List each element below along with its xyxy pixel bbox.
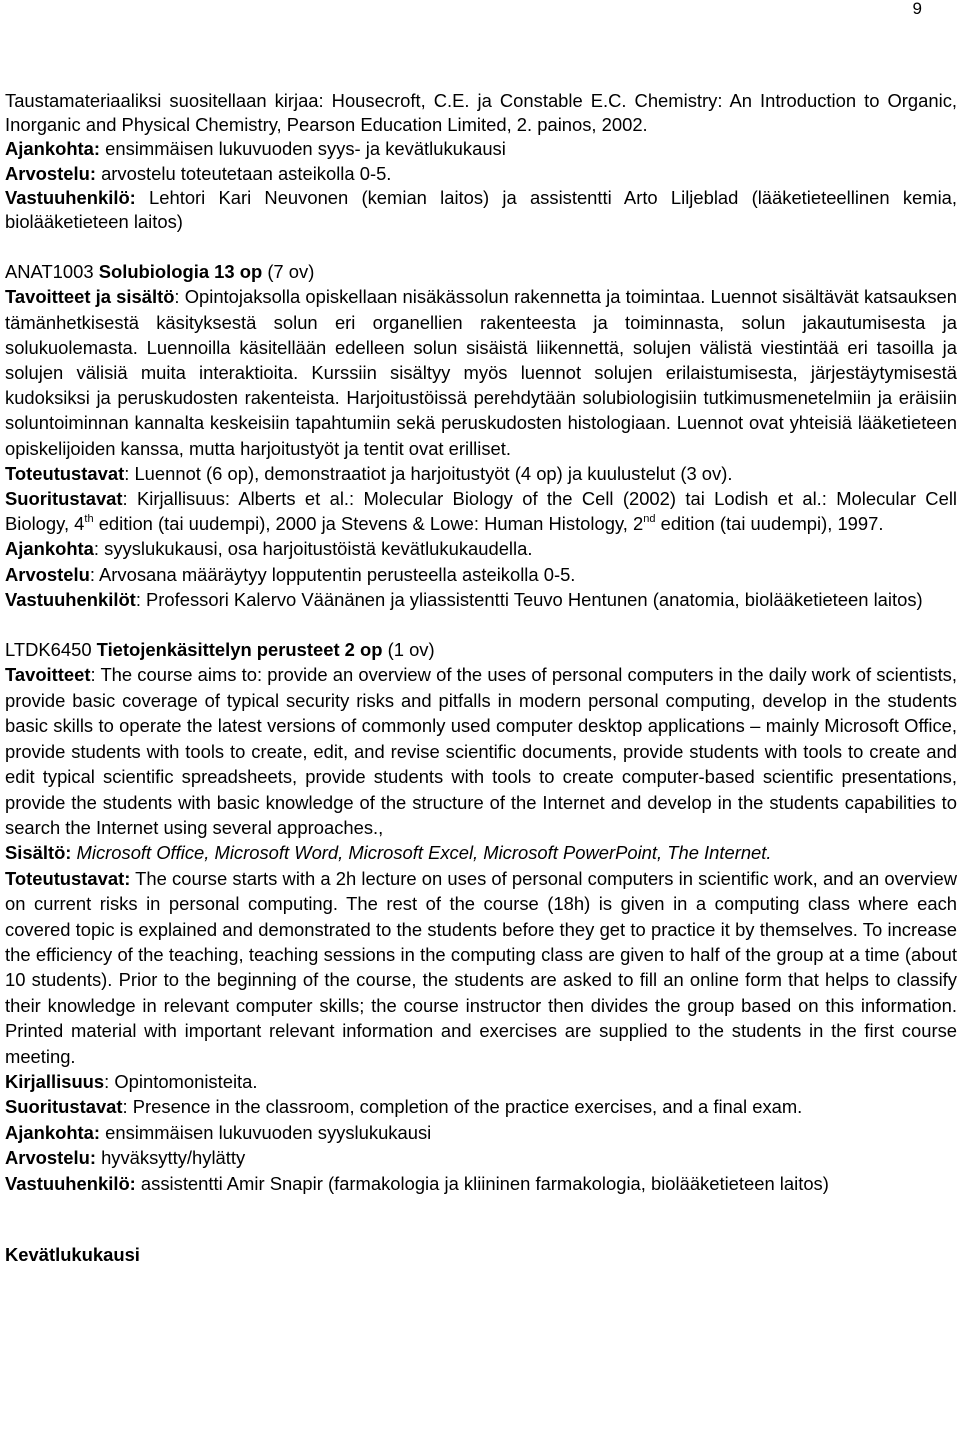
chem-ajankohta (5, 137, 957, 161)
arvostelu-label: Arvostelu: (5, 162, 96, 184)
section-spacer (5, 612, 957, 637)
arvostelu-label: Arvostelu: (5, 1147, 96, 1169)
next-section-heading (5, 1242, 957, 1267)
anat1003-vastuuhenkilot (5, 587, 957, 612)
course-ov: (7 ov) (262, 261, 315, 283)
anat1003-heading (5, 259, 957, 284)
toteutus-label: Toteutustavat: (5, 867, 131, 889)
ajankohta-value: ensimmäisen lukuvuoden syys- ja kevätlukukausi (100, 138, 506, 160)
anat1003-ajankohta (5, 536, 957, 561)
superscript-nd: nd (643, 513, 656, 526)
ltdk6450-vastuuhenkilo (5, 1171, 957, 1196)
suoritus-value: : Presence in the classroom, completion of the practice exercises, and a final exam. (122, 1096, 803, 1118)
sisalto-label: Sisältö: (5, 842, 72, 864)
superscript-th: th (84, 513, 94, 526)
ajankohta-value: ensimmäisen lukuvuoden syyslukukausi (100, 1121, 432, 1143)
document-body (5, 89, 957, 1267)
section-spacer (5, 1196, 957, 1242)
anat1003-arvostelu (5, 562, 957, 587)
chem-vastuuhenkilo (5, 186, 957, 234)
arvostelu-value: hyväksytty/hylätty (95, 1147, 246, 1169)
tavoitteet-value: : Opintojaksolla opiskellaan nisäkässolun rakennetta ja toimintaa. Luennot sisältävät katsauksen tämänhetkisestä käsityksestä solun eri organellien rakenteesta ja toiminnasta, solun jakautumisesta ja solukuolemasta. Luennoilla käsitellään edelleen solun sisäistä liikennettä, solujen välistä viestintää eri tasoilla ja solujen välisiä muita interaktioita. Kurssiin sisältyy myös luennot solujen erilaistumisesta, järjestäytymisestä kudoksiksi ja peruskudosten rakenteista. Harjoitustöissä perehdytään solubiologisiin tutkimusmenetelmiin ja eräisiin soluntoiminnan kannalta keskeisiin tapahtumiin sekä peruskudosten histologiaan. Luennot ovat yhteisiä lääketieteen opiskelijoiden kanssa, mutta harjoitustyöt ja tentit ovat erilliset. (5, 286, 957, 459)
suoritus-value-2: edition (tai uudempi), 2000 ja Stevens & Lowe: Human Histology, 2 (93, 513, 644, 535)
vastuu-label: Vastuuhenkilöt (5, 588, 136, 610)
ajankohta-label: Ajankohta: (5, 138, 101, 160)
kevatlukukausi-heading: Kevätlukukausi (5, 1244, 140, 1265)
ajankohta-value: : syyslukukausi, osa harjoitustöistä kevätlukukaudella. (93, 538, 533, 560)
ltdk6450-arvostelu (5, 1145, 957, 1170)
section-spacer (5, 234, 957, 259)
anat1003-suoritustavat (5, 486, 957, 536)
textbook-text: Taustamateriaaliksi suositellaan kirjaa: Housecroft, C.E. ja Constable E.C. Chemistry: An Introduction to Organic, Inorganic and Physical Chemistry, Pearson Education Limited, 2. painos, 2002. (5, 90, 957, 136)
vastuu-value: Lehtori Kari Neuvonen (kemian laitos) ja assistentti Arto Liljeblad (lääketieteellinen kemia, biolääketieteen laitos) (5, 186, 957, 233)
vastuu-label: Vastuuhenkilö: (5, 1172, 136, 1194)
suoritus-label: Suoritustavat (5, 488, 123, 510)
kirjallisuus-label: Kirjallisuus (5, 1070, 105, 1092)
ajankohta-label: Ajankohta (5, 538, 94, 560)
toteutus-label: Toteutustavat (5, 462, 125, 484)
arvostelu-value: : Arvosana määräytyy lopputentin perusteella asteikolla 0-5. (89, 563, 576, 585)
ltdk6450-sisalto (5, 840, 957, 865)
arvostelu-value: arvostelu toteutetaan asteikolla 0-5. (95, 162, 392, 184)
course-ov: (1 ov) (382, 639, 435, 661)
textbook-recommendation (5, 89, 957, 137)
suoritus-value-1: : Kirjallisuus: Alberts et al.: Molecular Biology of the Cell (2002) tai Lodish et al.: Molecular Cell Biology, 4 (5, 488, 957, 535)
ltdk6450-kirjallisuus (5, 1069, 957, 1094)
kirjallisuus-value: : Opintomonisteita. (104, 1070, 258, 1092)
suoritus-label: Suoritustavat (5, 1096, 123, 1118)
toteutus-value: The course starts with a 2h lecture on uses of personal computers in scientific work, and an overview on current risks in personal computing. The rest of the course (18h) is given in a computing class where each covered topic is explained and demonstrated to the students before they get to practice it by themselves. To increase the efficiency of the teaching, teaching sessions in the computing class are given to half of the group at a time (about 10 students). Prior to the beginning of the course, the students are asked to fill an online form that helps to classify their knowledge in relevant computer skills; the course instructor then divides the group based on this information. Printed material with important relevant information and exercises are supplied to the students in the first course meeting. (5, 867, 957, 1067)
vastuu-value: : Professori Kalervo Väänänen ja yliassistentti Teuvo Hentunen (anatomia, biolääketieteen laitos) (135, 588, 923, 610)
arvostelu-label: Arvostelu (5, 563, 90, 585)
vastuu-value: assistentti Amir Snapir (farmakologia ja kliininen farmakologia, biolääketieteen laitos) (135, 1172, 829, 1194)
course-code: LTDK6450 (5, 639, 97, 661)
ltdk6450-tavoitteet (5, 662, 957, 840)
ltdk6450-toteutustavat (5, 866, 957, 1069)
course-title: Solubiologia 13 op (98, 261, 263, 283)
anat1003-tavoitteet (5, 284, 957, 460)
ltdk6450-suoritustavat (5, 1094, 957, 1119)
tavoitteet-value: : The course aims to: provide an overview of the uses of personal computers in the daily work of scientists, provide basic coverage of typical security risks and pitfalls in modern personal computing, develop in the students basic skills to operate the latest versions of commonly used computer desktop applications – mainly Microsoft Office, provide students with tools to create, edit, and revise scientific documents, provide students with tools to create and edit typical scientific spreadsheets, provide students with tools to create computer-based scientific presentations, provide the students with basic knowledge of the structure of the Internet and develop in the students capabilities to search the Internet using several approaches., (5, 664, 957, 838)
ajankohta-label: Ajankohta: (5, 1121, 101, 1143)
course-code: ANAT1003 (5, 261, 99, 283)
page-number: 9 (912, 0, 922, 18)
ltdk6450-heading (5, 637, 957, 662)
tavoitteet-label: Tavoitteet ja sisältö (5, 286, 175, 308)
vastuu-label: Vastuuhenkilö: (5, 186, 136, 208)
ltdk6450-ajankohta (5, 1120, 957, 1145)
tavoitteet-label: Tavoitteet (5, 664, 91, 686)
chem-arvostelu (5, 162, 957, 186)
toteutus-value: : Luennot (6 op), demonstraatiot ja harjoitustyöt (4 op) ja kuulustelut (3 ov). (124, 462, 733, 484)
anat1003-toteutustavat (5, 461, 957, 486)
course-title: Tietojenkäsittelyn perusteet 2 op (96, 639, 383, 661)
suoritus-value-3: edition (tai uudempi), 1997. (655, 513, 884, 535)
sisalto-value: Microsoft Office, Microsoft Word, Microsoft Excel, Microsoft PowerPoint, The Internet. (71, 842, 772, 864)
